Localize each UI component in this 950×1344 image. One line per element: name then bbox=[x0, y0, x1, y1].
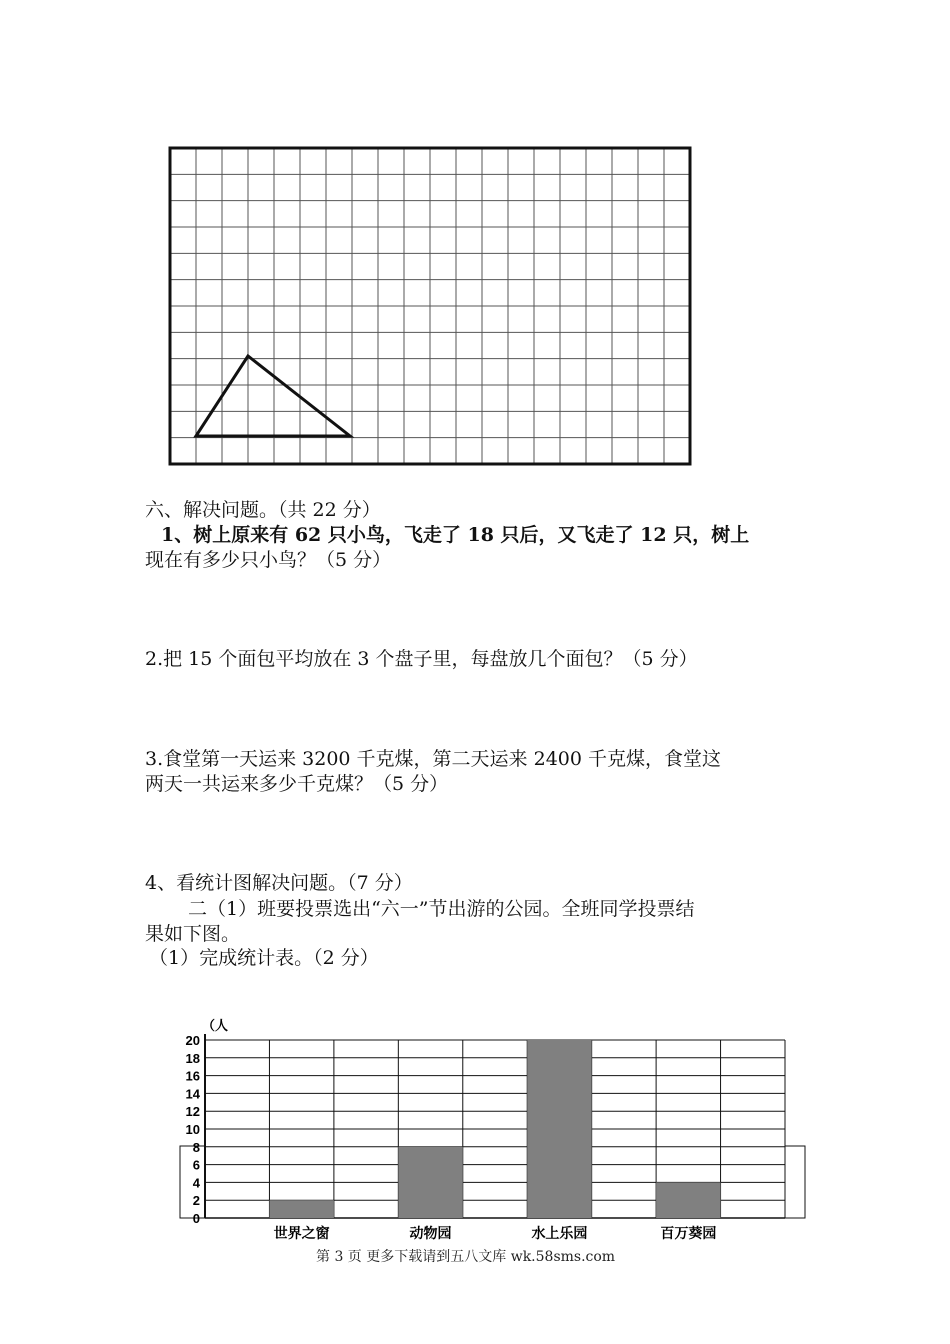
bar-chart bbox=[150, 1008, 820, 1258]
triangle-shape bbox=[196, 356, 350, 436]
y-tick-label: 4 bbox=[192, 1175, 200, 1191]
y-tick-label: 12 bbox=[185, 1104, 200, 1120]
y-tick-label: 10 bbox=[185, 1122, 200, 1137]
category-label: 水上乐园 bbox=[531, 1226, 588, 1242]
question-1-line-2: 现在有多少只小鸟？（5 分） bbox=[145, 549, 392, 571]
chart-right-bracket bbox=[785, 1146, 805, 1218]
question-2: 2.把 15 个面包平均放在 3 个盘子里，每盘放几个面包？（5 分） bbox=[145, 648, 698, 670]
question-3-line-1: 3.食堂第一天运来 3200 千克煤，第二天运来 2400 千克煤，食堂这 bbox=[145, 748, 721, 770]
question-4-line-1: 二（1）班要投票选出“六一”节出游的公园。全班同学投票结 bbox=[188, 898, 695, 920]
y-tick-label: 14 bbox=[185, 1086, 200, 1102]
chart-categories bbox=[274, 1225, 717, 1242]
question-4-line-2: 果如下图。 bbox=[145, 923, 241, 945]
y-axis-label: （人 bbox=[202, 1018, 229, 1033]
grid-lines bbox=[170, 148, 690, 464]
chart-y-ticks bbox=[186, 1033, 201, 1226]
bar-4 bbox=[656, 1182, 720, 1218]
bar-1 bbox=[269, 1200, 333, 1218]
y-tick-label: 8 bbox=[192, 1139, 200, 1155]
category-label: 动物园 bbox=[409, 1226, 452, 1242]
category-label: 百万葵园 bbox=[660, 1226, 717, 1242]
y-tick-label: 2 bbox=[192, 1193, 200, 1209]
y-tick-label: 16 bbox=[185, 1068, 200, 1084]
y-tick-label: 0 bbox=[192, 1211, 200, 1226]
page-footer: 第 3 页 更多下载请到五八文库 wk.58sms.com bbox=[316, 1249, 616, 1265]
bar-3 bbox=[527, 1040, 591, 1218]
grid-figure bbox=[160, 118, 700, 470]
question-4-heading: 4、看统计图解决问题。（7 分） bbox=[145, 872, 413, 894]
y-tick-label: 20 bbox=[185, 1033, 200, 1048]
bar-2 bbox=[398, 1147, 462, 1218]
question-3-line-2: 两天一共运来多少千克煤？（5 分） bbox=[145, 773, 449, 795]
section-heading: 六、解决问题。（共 22 分） bbox=[145, 499, 381, 521]
question-4-sub-1: （1）完成统计表。（2 分） bbox=[149, 947, 379, 969]
question-1-line-1: 1、树上原来有 62 只小鸟，飞走了 18 只后，又飞走了 12 只，树上 bbox=[161, 524, 750, 546]
category-label: 世界之窗 bbox=[273, 1226, 330, 1242]
y-tick-label: 18 bbox=[185, 1050, 200, 1066]
y-tick-label: 6 bbox=[192, 1157, 200, 1173]
